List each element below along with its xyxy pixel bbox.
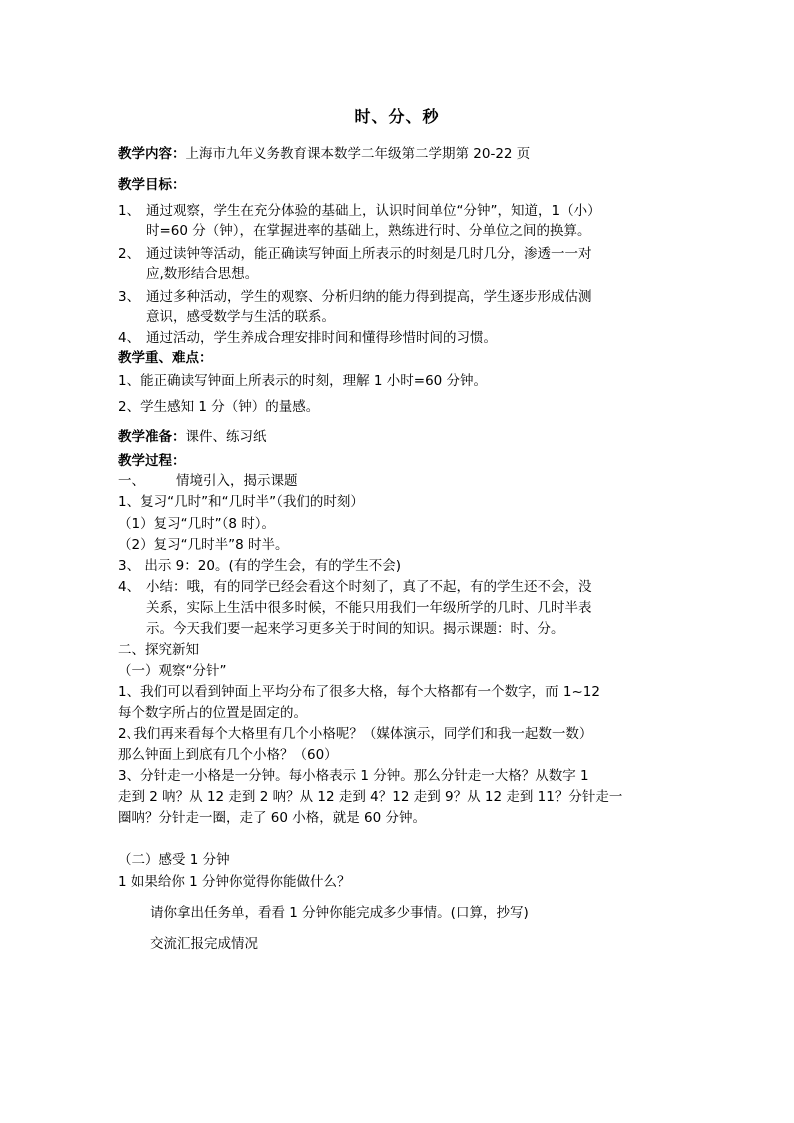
goal-text-line1: 通过多种活动，学生的观察、分析归纳的能力得到提高，学生逐步形成估测 xyxy=(146,289,592,305)
document-title: 时、分、秒 xyxy=(354,107,440,126)
subsection-b-item-1: 1 如果给你 1 分钟你觉得你能做什么？ xyxy=(118,874,351,890)
goal-text-line1: 通过读钟等活动，能正确读写钟面上所表示的时刻是几时几分，渗透一一对 xyxy=(146,246,592,262)
goal-item-4 xyxy=(118,328,678,348)
subsection-b-title: （二）感受 1 分钟 xyxy=(118,852,230,868)
goal-number: 3、 xyxy=(118,289,141,305)
content-label: 教学内容： xyxy=(118,146,186,162)
process-item-1: 1、复习“几时”和“几时半”（我们的时刻） xyxy=(118,494,364,510)
process-subitem-2: （2）复习“几时半”8 时半。 xyxy=(118,537,289,553)
section-1-number: 一、 xyxy=(118,473,145,489)
key-points-heading: 教学重、难点： xyxy=(118,350,213,366)
paragraph-3-line3: 圈呐？分针走一圈，走了 60 小格，就是 60 分钟。 xyxy=(118,810,427,826)
prep-text: 课件、练习纸 xyxy=(185,429,267,445)
process-item-3: 3、 出示 9：20。(有的学生会，有的学生不会) xyxy=(118,558,401,574)
process-item-4-number: 4、 xyxy=(118,579,141,595)
process-item-4-line3: 示。今天我们要一起来学习更多关于时间的知识。揭示课题：时、分。 xyxy=(146,621,565,637)
process-item-4-line2: 关系，实际上生活中很多时候，不能只用我们一年级所学的几时、几时半表 xyxy=(146,600,592,616)
content-text: 上海市九年义务教育课本数学二年级第二学期第 20-22 页 xyxy=(185,146,531,162)
subsection-a-title: （一）观察“分针” xyxy=(118,663,227,679)
goal-number: 4、 xyxy=(118,330,141,346)
goal-item-1 xyxy=(118,201,678,241)
paragraph-2-line1: 2､我们再来看每个大格里有几个小格呢？（媒体演示，同学们和我一起数一数） xyxy=(118,726,593,742)
paragraph-3-line1: 3、分针走一小格是一分钟。每小格表示 1 分钟。那么分针走一大格？从数字 1 xyxy=(118,768,589,784)
goal-item-3 xyxy=(118,287,678,327)
process-subitem-1: （1）复习“几时”（8 时）。 xyxy=(118,516,275,532)
key-point-2: 2、学生感知 1 分（钟）的量感。 xyxy=(118,399,320,415)
prep-line xyxy=(118,428,267,447)
section-2-title: 二、探究新知 xyxy=(118,642,199,658)
prep-label: 教学准备： xyxy=(118,429,186,445)
key-point-1: 1、能正确读写钟面上所表示的时刻，理解 1 小时=60 分钟。 xyxy=(118,373,488,389)
paragraph-3-line2: 走到 2 呐？从 12 走到 2 呐？从 12 走到 4？12 走到 9？从 12 走到 11？分针走一 xyxy=(118,789,623,805)
subsection-b-item-3: 交流汇报完成情况 xyxy=(150,936,258,952)
paragraph-1-line1: 1、我们可以看到钟面上平均分布了很多大格，每个大格都有一个数字，而 1~12 xyxy=(118,684,600,700)
section-1-title: 情境引入，揭示课题 xyxy=(176,473,298,489)
goal-text-line2: 时=60 分（钟），在掌握进率的基础上，熟练进行时、分单位之间的换算。 xyxy=(146,223,591,239)
goal-text-line1: 通过观察，学生在充分体验的基础上，认识时间单位“分钟”，知道，1（小） xyxy=(146,203,601,219)
goal-number: 1、 xyxy=(118,203,141,219)
goals-heading: 教学目标： xyxy=(118,177,186,193)
process-item-4-line1: 小结：哦，有的同学已经会看这个时刻了，真了不起，有的学生还不会，没 xyxy=(146,579,592,595)
goal-number: 2、 xyxy=(118,246,141,262)
goal-text-line2: 应,数形结合思想。 xyxy=(146,266,259,282)
paragraph-2-line2: 那么钟面上到底有几个小格？（60） xyxy=(118,747,338,763)
goal-text-line2: 意识，感受数学与生活的联系。 xyxy=(146,309,335,325)
process-heading: 教学过程： xyxy=(118,453,186,469)
content-line xyxy=(118,145,530,164)
goal-item-2 xyxy=(118,244,678,284)
paragraph-1-line2: 每个数字所占的位置是固定的。 xyxy=(118,705,307,721)
subsection-b-item-2: 请你拿出任务单，看看 1 分钟你能完成多少事情。(口算，抄写) xyxy=(150,905,529,921)
goal-text-line1: 通过活动，学生养成合理安排时间和懂得珍惜时间的习惯。 xyxy=(146,330,497,346)
